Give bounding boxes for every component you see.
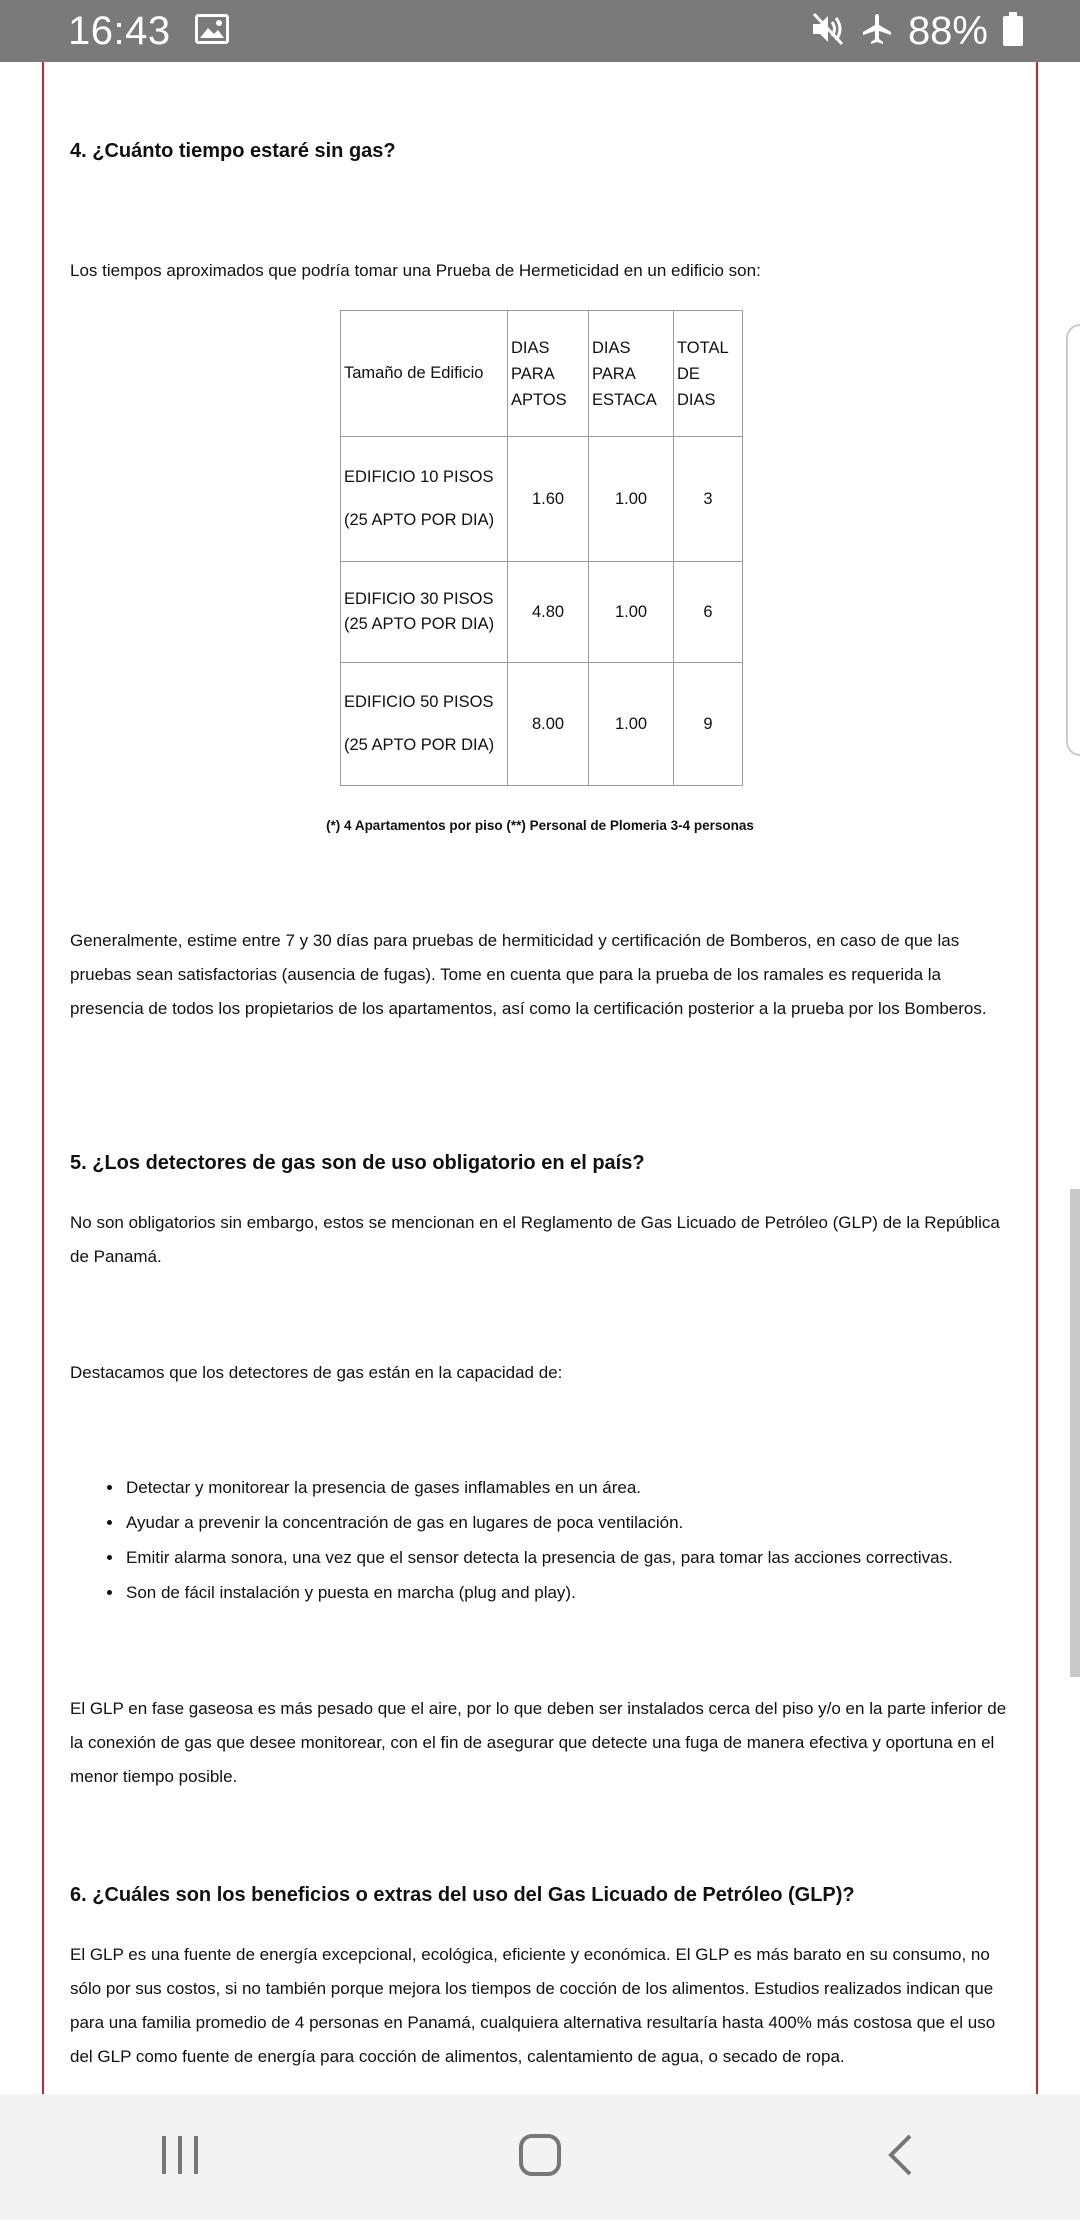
scrollbar-thumb[interactable] (1070, 1189, 1080, 1677)
building-name: EDIFICIO 10 PISOS (344, 468, 494, 486)
battery-percentage: 88% (907, 8, 988, 53)
edge-panel-handle[interactable] (1066, 324, 1080, 756)
status-bar (0, 0, 1080, 62)
clock: 16:43 (68, 8, 171, 53)
detector-capabilities-list (70, 1470, 953, 1610)
battery-icon (1002, 12, 1024, 51)
status-bar-left (68, 9, 229, 54)
mute-icon (810, 12, 846, 51)
section5-paragraph1: No son obligatorios sin embargo, estos se mencionan en el Reglamento de Gas Licuado de Petróleo (GLP) de la República de Panamá. (70, 1213, 1000, 1266)
table-cell: 9 (674, 663, 743, 786)
table-cell: 1.00 (589, 663, 674, 786)
table-cell: 3 (674, 437, 743, 562)
table-cell (341, 562, 508, 663)
section4-intro: Los tiempos aproximados que podría tomar una Prueba de Hermeticidad en un edificio son: (70, 261, 761, 280)
airplane-icon (860, 12, 894, 51)
home-icon (518, 2133, 562, 2182)
back-button[interactable] (840, 2112, 960, 2202)
section4-paragraph: Generalmente, estime entre 7 y 30 días para pruebas de hermiticidad y certificación de Bomberos, en caso de que las pruebas sean satisfactorias (ausencia de fugas). Tome en cuenta que para la prueba de los ramales es requerida la presencia de todos los propietarios de los apartamentos, así como la certificación posterior a la prueba por los Bomberos. (70, 931, 987, 1018)
list-item: • Detectar y monitorear la presencia de gases inflamables en un área. (124, 1470, 953, 1505)
table-header-cell (589, 311, 674, 437)
recent-apps-button[interactable] (120, 2112, 240, 2202)
table-note: (*) 4 Apartamentos por piso (**) Personal de Plomeria 3-4 personas (326, 818, 754, 833)
building-name: EDIFICIO 50 PISOS (344, 693, 494, 711)
section5-paragraph3: El GLP en fase gaseosa es más pesado que el aire, por lo que deben ser instalados cerca del piso y/o en la parte inferior de la conexión de gas que desee monitorear, con el fin de asegurar que detecte una fuga de manera efectiva y oportuna en el menor tiempo posible. (70, 1699, 1007, 1786)
table-header-cell (674, 311, 743, 437)
table-header-cell (508, 311, 589, 437)
building-name: EDIFICIO 30 PISOS (344, 590, 494, 608)
home-button[interactable] (480, 2112, 600, 2202)
section5-heading: 5. ¿Los detectores de gas son de uso obligatorio en el país? (70, 1152, 645, 1174)
status-bar-right (810, 9, 1024, 54)
recent-apps-icon (160, 2134, 200, 2181)
table-cell (341, 437, 508, 562)
timing-table (340, 310, 743, 786)
section6-heading: 6. ¿Cuáles son los beneficios o extras del uso del Gas Licuado de Petróleo (GLP)? (70, 1884, 855, 1906)
image-icon (195, 14, 229, 49)
section6-paragraph: El GLP es una fuente de energía excepcional, ecológica, eficiente y económica. El GLP es más barato en su consumo, no sólo por sus costos, si no también porque mejora los tiempos de cocción de los alimentos. Estudios realizados indican que para una familia promedio de 4 personas en Panamá, cualquiera alternativa resultaría hasta 400% más costosa que el uso del GLP como fuente de energía para cocción de alimentos, calentamiento de agua, o secado de ropa. (70, 1945, 996, 2066)
table-header-row (341, 311, 743, 437)
table-cell: 1.00 (589, 562, 674, 663)
web-page[interactable] (0, 62, 1080, 2094)
back-icon (886, 2133, 914, 2182)
table-cell: 1.00 (589, 437, 674, 562)
table-header-cell: Tamaño de Edificio (341, 311, 508, 437)
header-label: DIAS PARA APTOS (511, 338, 567, 409)
table-row (341, 562, 743, 663)
list-item: • Ayudar a prevenir la concentración de gas en lugares de poca ventilación. (124, 1505, 953, 1540)
header-label: TOTAL DE DIAS (677, 338, 729, 409)
section5-paragraph2: Destacamos que los detectores de gas están en la capacidad de: (70, 1363, 563, 1382)
header-label: DIAS PARA ESTACA (592, 338, 657, 409)
building-sub: (25 APTO POR DIA) (344, 615, 495, 633)
list-item: • Son de fácil instalación y puesta en marcha (plug and play). (124, 1575, 953, 1610)
navigation-bar (0, 2094, 1080, 2220)
table-row (341, 437, 743, 562)
section4-heading: 4. ¿Cuánto tiempo estaré sin gas? (70, 140, 396, 162)
table-cell (341, 663, 508, 786)
table-cell: 8.00 (508, 663, 589, 786)
table-row (341, 663, 743, 786)
table-cell: 4.80 (508, 562, 589, 663)
table-cell: 1.60 (508, 437, 589, 562)
table-cell: 6 (674, 562, 743, 663)
list-item: • Emitir alarma sonora, una vez que el sensor detecta la presencia de gas, para tomar las acciones correctivas. (124, 1540, 953, 1575)
building-sub: (25 APTO POR DIA) (344, 736, 495, 754)
building-sub: (25 APTO POR DIA) (344, 511, 495, 529)
